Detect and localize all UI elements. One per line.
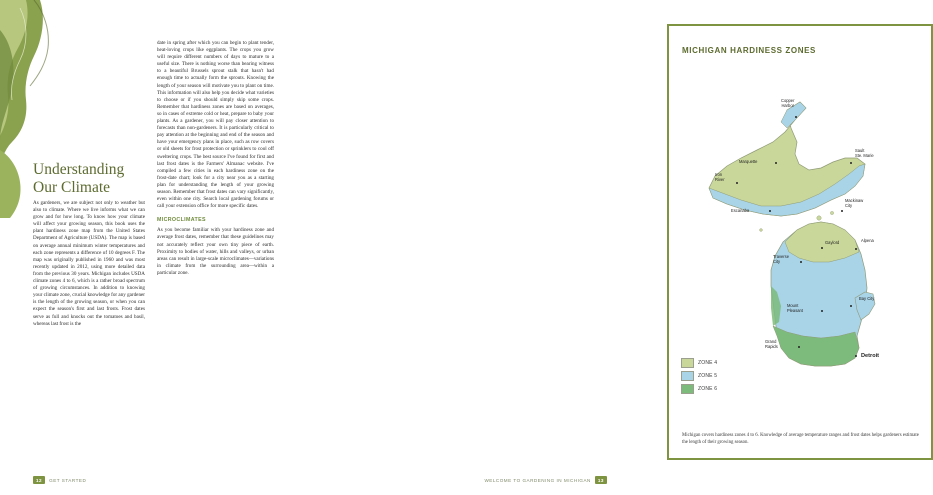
michigan-hardiness-map bbox=[669, 58, 931, 398]
city-dot-alpena bbox=[855, 248, 857, 250]
city-label-sault-ste-marie: Sault Ste. Marie bbox=[855, 148, 874, 158]
city-label-escanaba: Escanaba bbox=[731, 208, 750, 213]
city-label-marquette: Marquette bbox=[739, 159, 758, 164]
right-page bbox=[320, 0, 919, 495]
city-label-iron-river: Iron River bbox=[715, 172, 725, 182]
city-dot-detroit bbox=[855, 355, 857, 357]
city-dot-grand-rapids bbox=[798, 346, 800, 348]
footer-label-left: GET STARTED bbox=[49, 477, 87, 483]
footer-left bbox=[33, 476, 86, 484]
body-column-2-microclimates: As you become familiar with your hardiness zone and average frost dates, remember that these guidelines may not accurately reflect your own tiny piece of earth. Proximity to bodies of water, hills and valleys, or urban areas can result in large-scale microclimates—variations in climate from the surrounding area—within a particular zone. bbox=[157, 227, 274, 276]
city-label-mount-pleasant: Mount Pleasant bbox=[787, 303, 803, 313]
city-dot-iron-river bbox=[736, 182, 738, 184]
legend-item-zone-6 bbox=[681, 384, 745, 394]
city-label-traverse-city: Traverse City bbox=[773, 254, 789, 264]
page-title-line-2: Our Climate bbox=[33, 178, 111, 196]
page-number-left: 12 bbox=[33, 476, 45, 484]
city-label-grand-rapids: Grand Rapids bbox=[765, 339, 778, 349]
body-column-1: As gardeners, we are subject not only to weather but also to climate. Where we live informs what we can grow and for how long. To know how your climate will affect your growing season, this book uses the plant hardiness zone map from the United States Department of Agriculture (USDA). The map is based on average annual minimum winter temperatures and each zone represents a difference of 10 degrees F. The map was originally published in 1960 and was most recently updated in 2012, using more detailed data from the previous 30 years. Michigan includes USDA climate zones 4 to 6, which is a rather broad spectrum of growing circumstances. In addition to knowing your climate zone, crucial knowledge for any gardener is the length of the growing season, or when you can expect the season's first and last frosts. Frost dates serve as full and knocks out the tomatoes and basil, whereas last frost is the bbox=[33, 200, 145, 327]
legend-swatch-zone-5 bbox=[681, 371, 694, 381]
legend-swatch-zone-6 bbox=[681, 384, 694, 394]
legend-label-zone-4: ZONE 4 bbox=[698, 360, 718, 366]
map-title: MICHIGAN HARDINESS ZONES bbox=[682, 46, 816, 55]
legend-item-zone-4 bbox=[681, 358, 745, 368]
map-caption: Michigan covers hardiness zones 4 to 6. Knowledge of average temperature ranges and frost dates helps gardeners estimate the length of their growing season. bbox=[682, 433, 919, 445]
subhead-microclimates: MICROCLIMATES bbox=[157, 217, 206, 224]
legend-label-zone-6: ZONE 6 bbox=[698, 386, 718, 392]
footer-label-right: WELCOME TO GARDENING IN MICHIGAN bbox=[484, 477, 591, 483]
city-label-gaylord: Gaylord bbox=[825, 240, 840, 245]
city-label-bay-city: Bay City bbox=[859, 296, 875, 301]
legend-item-zone-5 bbox=[681, 371, 745, 381]
city-dot-gaylord bbox=[821, 247, 823, 249]
left-page bbox=[0, 0, 320, 495]
city-dot-copper-harbor bbox=[795, 116, 797, 118]
page-number-right: 13 bbox=[595, 476, 607, 484]
city-dot-escanaba bbox=[769, 210, 771, 212]
body-column-2 bbox=[157, 40, 274, 277]
map-panel bbox=[667, 24, 933, 460]
legend-swatch-zone-4 bbox=[681, 358, 694, 368]
body-column-2-main: date in spring after which you can begin to plant tender, heat-loving crops like eggplants. The crops you grow will require different numbers of days to mature to a useful size. There is nothing worse than bearing witness to a beautiful Brussels sprout stalk that hasn't had enough time to actually form the sprouts. Knowing the length of your season will motivate you to plant on time. This information will also help you decide what varieties to choose or if you should simply skip some crops. Remember that hardiness zones are based on averages, so in cases of extreme cold or heat, prepare to baby your plants. As a gardener, you will pay closer attention to forecasts than non-gardeners. It is particularly critical to pay attention at the beginning and end of the season and have your emergency plans in place, such as row covers or old sheets for frost protection or sprinklers to cool off sweltering crops. The best source I've found for first and last frost dates is the Farmers' Almanac website. I've compiled a few cities in each hardiness zone on the frost-date chart; look for a city near you as a starting plan for understanding the length of your growing season. Remember that frost dates can vary significantly, even within one city. Search local gardening forums or call your extension office for more specific dates. bbox=[157, 40, 274, 210]
city-label-mackinaw-city: Mackinaw City bbox=[845, 198, 864, 208]
city-dot-bay-city bbox=[850, 305, 852, 307]
city-dot-mackinaw-city bbox=[841, 210, 843, 212]
city-dot-marquette bbox=[775, 162, 777, 164]
city-label-alpena: Alpena bbox=[861, 238, 874, 243]
page-title bbox=[33, 161, 173, 196]
city-label-detroit: Detroit bbox=[861, 353, 880, 359]
city-label-copper-harbor: Copper Harbor bbox=[781, 98, 795, 108]
footer-right bbox=[484, 476, 607, 484]
map-legend bbox=[681, 358, 745, 397]
city-dot-sault-ste-marie bbox=[850, 162, 852, 164]
legend-label-zone-5: ZONE 5 bbox=[698, 373, 718, 379]
page-title-line-1: Understanding bbox=[33, 161, 125, 179]
city-dot-mount-pleasant bbox=[821, 310, 823, 312]
city-dot-traverse-city bbox=[800, 261, 802, 263]
